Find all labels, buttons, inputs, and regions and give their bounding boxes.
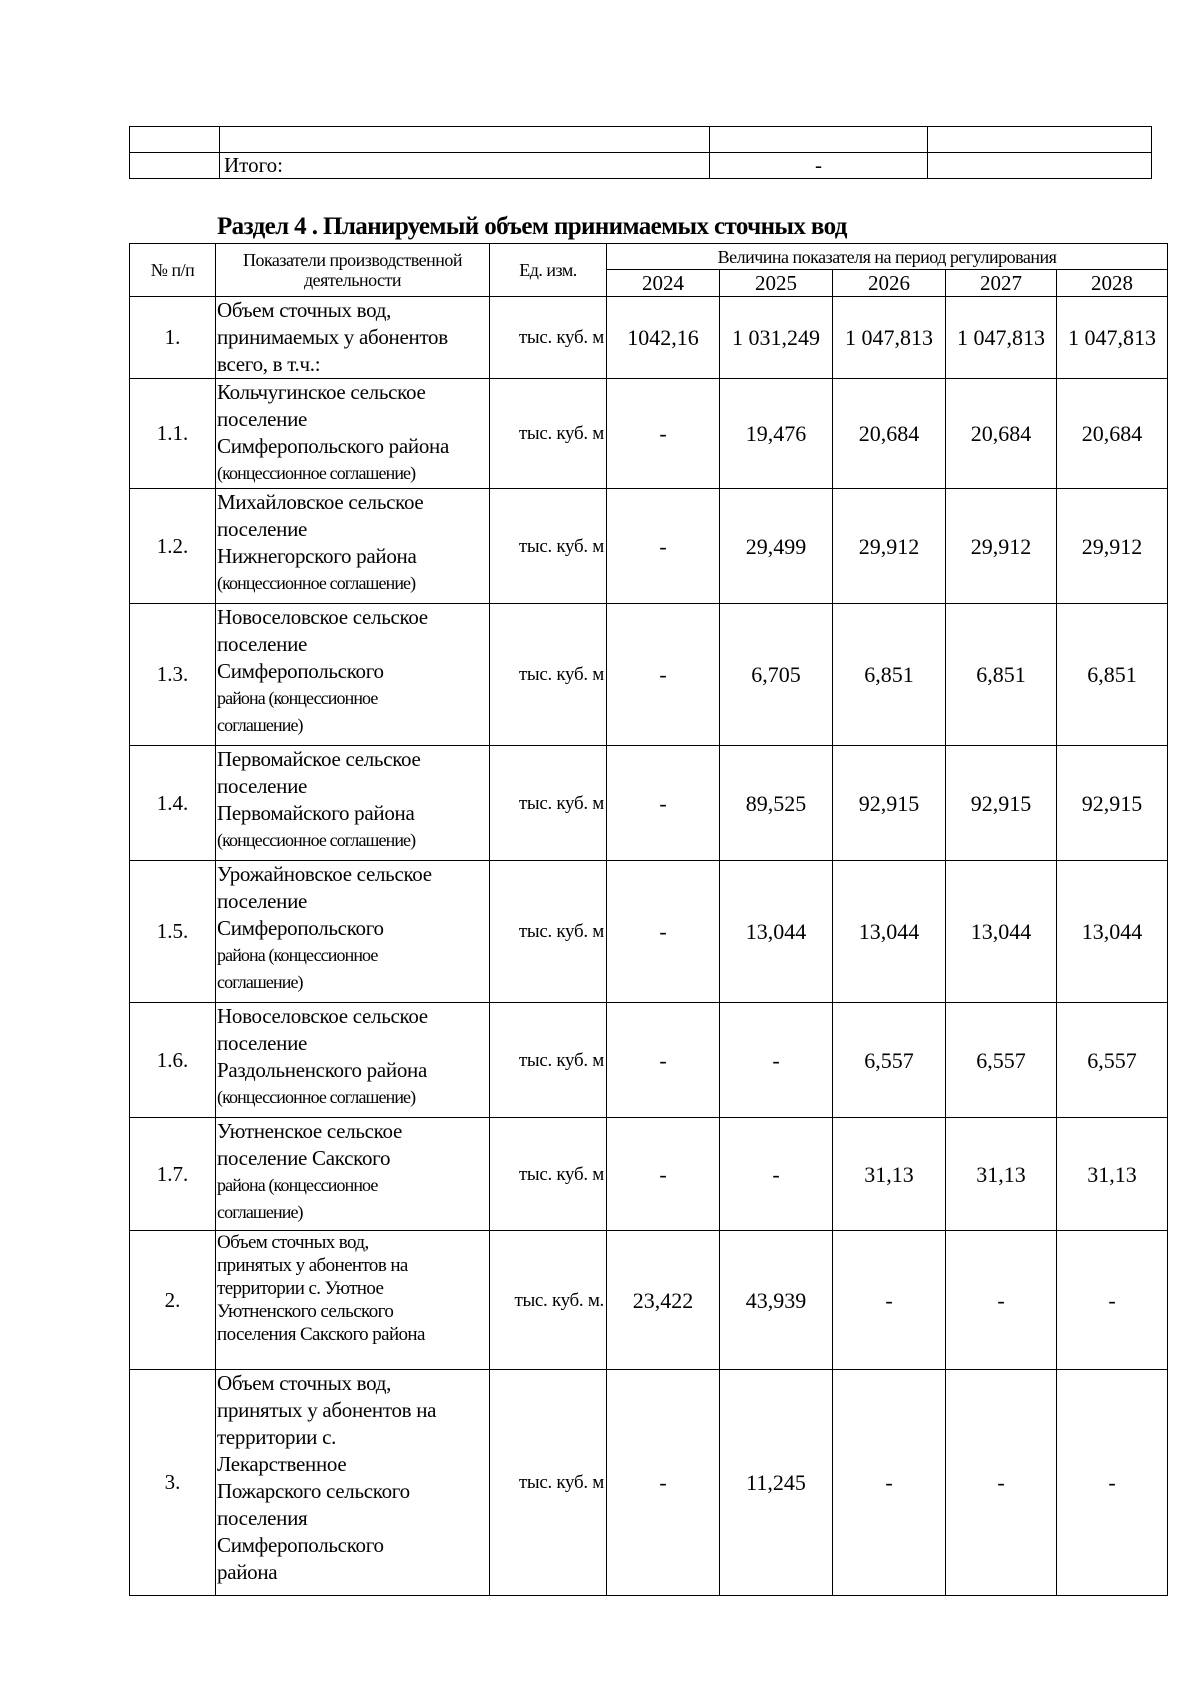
table-row [130,379,1168,489]
indicator-name-line: района (концессионное [217,688,378,708]
indicator-name-line: района (концессионное [217,1175,378,1195]
header-row [130,244,1168,270]
value-cell-2026: 6,851 [833,604,946,746]
indicator-name-line: (концессионное соглашение) [217,830,416,850]
value-cell-2025: 43,939 [720,1231,833,1370]
unit-cell: тыс. куб. м [490,489,607,604]
value-cell-2025: 6,705 [720,604,833,746]
indicator-name-line: поселения [217,1506,308,1530]
table-body [130,297,1168,1596]
row-number: 3. [130,1370,216,1596]
value-cell-2028: - [1057,1370,1168,1596]
value-cell-2027: 29,912 [946,489,1057,604]
table-row [130,127,1152,153]
value-cell-2026: 92,915 [833,746,946,861]
header-year: 2026 [833,270,946,297]
value-cell-2026: 31,13 [833,1118,946,1231]
row-number: 1.4. [130,746,216,861]
row-number: 1. [130,297,216,379]
value-cell-2028: - [1057,1231,1168,1370]
value-cell-2024: - [607,379,720,489]
indicator-name-line: района [217,1560,278,1584]
unit-cell: тыс. куб. м [490,1003,607,1118]
value-cell-2026: - [833,1370,946,1596]
indicator-name-line: поселение [217,889,308,913]
indicator-name-line: поселение [217,517,308,541]
header-period: Величина показателя на период регулирования [607,244,1168,270]
indicator-name-line: Пожарского сельского [217,1479,410,1503]
row-number: 2. [130,1231,216,1370]
header-year: 2025 [720,270,833,297]
table-row [130,1118,1168,1231]
indicator-name-line: поселения Сакского района [217,1324,425,1345]
value-cell-2026: 29,912 [833,489,946,604]
indicator-name [216,379,490,489]
indicator-name-line: Кольчугинское сельское [217,380,426,404]
value-cell-2025: 1 031,249 [720,297,833,379]
indicator-name-line: соглашение) [217,715,303,735]
indicator-name-line: Новоселовское сельское [217,1004,428,1028]
indicator-name-line: Уютненское сельское [217,1119,402,1143]
table-row [130,1231,1168,1370]
table-row [130,489,1168,604]
indicator-name-line: поселение [217,407,308,431]
value-cell-2028: 31,13 [1057,1118,1168,1231]
unit-cell: тыс. куб. м [490,1118,607,1231]
header-year: 2024 [607,270,720,297]
value-cell-2026: 1 047,813 [833,297,946,379]
value-cell-2028: 13,044 [1057,861,1168,1003]
indicator-name-line: поселение Сакского [217,1146,391,1170]
indicator-name [216,1370,490,1596]
indicator-name-line: (концессионное соглашение) [217,573,416,593]
indicator-name-line: Лекарственное [217,1452,347,1476]
value-cell-2025: - [720,1118,833,1231]
value-cell-2024: - [607,861,720,1003]
value-cell-2026: 20,684 [833,379,946,489]
indicator-name-line: Симферопольского [217,659,384,683]
indicator-name-line: поселение [217,774,308,798]
table-row [130,1003,1168,1118]
value-cell-2025: 29,499 [720,489,833,604]
value-cell-2024: - [607,1003,720,1118]
value-cell-2026: 6,557 [833,1003,946,1118]
total-label: Итого: [220,153,710,179]
table-row [130,604,1168,746]
indicator-name-line: территории с. Уютное [217,1278,384,1299]
indicator-name-line: поселение [217,1031,308,1055]
unit-cell: тыс. куб. м [490,297,607,379]
value-cell-2024: - [607,1118,720,1231]
row-number: 1.5. [130,861,216,1003]
total-value: - [710,153,928,179]
value-cell-2024: - [607,604,720,746]
indicator-name-line: Уютненского сельского [217,1301,394,1322]
value-cell-2025: 11,245 [720,1370,833,1596]
row-number: 1.2. [130,489,216,604]
value-cell-2027: 1 047,813 [946,297,1057,379]
table-cell [220,127,710,153]
indicator-name-line: района (концессионное [217,945,378,965]
indicator-name-line: Новоселовское сельское [217,605,428,629]
table-cell [710,127,928,153]
wastewater-volume-table [129,243,1168,1596]
indicator-name-line: Объем сточных вод, [217,1371,392,1395]
indicator-name-line: Раздольненского района [217,1058,427,1082]
indicator-name-line: Объем сточных вод, [217,1232,369,1253]
indicator-name-line: принятых у абонентов на [217,1255,408,1276]
indicator-name-line: Первомайское сельское [217,747,421,771]
value-cell-2027: - [946,1231,1057,1370]
table-cell [130,127,220,153]
indicator-name-line: соглашение) [217,1202,303,1222]
unit-cell: тыс. куб. м [490,1370,607,1596]
indicator-name [216,861,490,1003]
value-cell-2026: 13,044 [833,861,946,1003]
indicator-name-line: Первомайского района [217,801,415,825]
value-cell-2026: - [833,1231,946,1370]
table-cell [928,153,1152,179]
indicator-name-line: поселение [217,632,308,656]
value-cell-2025: 19,476 [720,379,833,489]
indicator-name-line: (концессионное соглашение) [217,463,416,483]
row-number: 1.1. [130,379,216,489]
unit-cell: тыс. куб. м [490,861,607,1003]
header-indicator: Показатели производственной деятельности [216,244,490,297]
value-cell-2024: - [607,489,720,604]
unit-cell: тыс. куб. м [490,379,607,489]
header-year: 2027 [946,270,1057,297]
indicator-name-line: Объем сточных вод, [217,298,392,322]
value-cell-2027: 92,915 [946,746,1057,861]
row-number: 1.6. [130,1003,216,1118]
value-cell-2028: 6,557 [1057,1003,1168,1118]
indicator-name-line: Симферопольского района [217,434,449,458]
value-cell-2028: 29,912 [1057,489,1168,604]
header-year: 2028 [1057,270,1168,297]
value-cell-2025: - [720,1003,833,1118]
value-cell-2024: 1042,16 [607,297,720,379]
totals-fragment-table [129,126,1152,179]
value-cell-2028: 92,915 [1057,746,1168,861]
indicator-name [216,297,490,379]
unit-cell: тыс. куб. м. [490,1231,607,1370]
value-cell-2025: 89,525 [720,746,833,861]
indicator-name-line: (концессионное соглашение) [217,1087,416,1107]
indicator-name [216,489,490,604]
table-row [130,153,1152,179]
indicator-name-line: всего, в т.ч.: [217,352,321,376]
value-cell-2028: 6,851 [1057,604,1168,746]
value-cell-2028: 1 047,813 [1057,297,1168,379]
value-cell-2027: - [946,1370,1057,1596]
value-cell-2024: - [607,746,720,861]
section-title: Раздел 4 . Планируемый объем принимаемых сточных вод [217,213,847,240]
header-unit: Ед. изм. [490,244,607,297]
indicator-name-line: Михайловское сельское [217,490,424,514]
indicator-name [216,746,490,861]
indicator-name-line: Симферопольского [217,916,384,940]
table-row [130,746,1168,861]
header-num: № п/п [130,244,216,297]
table-row [130,861,1168,1003]
indicator-name-line: принимаемых у абонентов [217,325,448,349]
row-number: 1.7. [130,1118,216,1231]
indicator-name-line: Нижнегорского района [217,544,417,568]
value-cell-2027: 6,557 [946,1003,1057,1118]
unit-cell: тыс. куб. м [490,746,607,861]
table-row [130,1370,1168,1596]
value-cell-2024: 23,422 [607,1231,720,1370]
table-row [130,297,1168,379]
value-cell-2024: - [607,1370,720,1596]
table-cell [928,127,1152,153]
value-cell-2028: 20,684 [1057,379,1168,489]
value-cell-2027: 13,044 [946,861,1057,1003]
indicator-name-line: Урожайновское сельское [217,862,432,886]
value-cell-2027: 20,684 [946,379,1057,489]
indicator-name [216,604,490,746]
table-cell [130,153,220,179]
indicator-name-line: соглашение) [217,972,303,992]
value-cell-2027: 31,13 [946,1118,1057,1231]
indicator-name [216,1118,490,1231]
unit-cell: тыс. куб. м [490,604,607,746]
row-number: 1.3. [130,604,216,746]
indicator-name-line: принятых у абонентов на [217,1398,437,1422]
indicator-name [216,1003,490,1118]
indicator-name-line: Симферопольского [217,1533,384,1557]
value-cell-2027: 6,851 [946,604,1057,746]
indicator-name-line: территории с. [217,1425,337,1449]
value-cell-2025: 13,044 [720,861,833,1003]
indicator-name [216,1231,490,1370]
